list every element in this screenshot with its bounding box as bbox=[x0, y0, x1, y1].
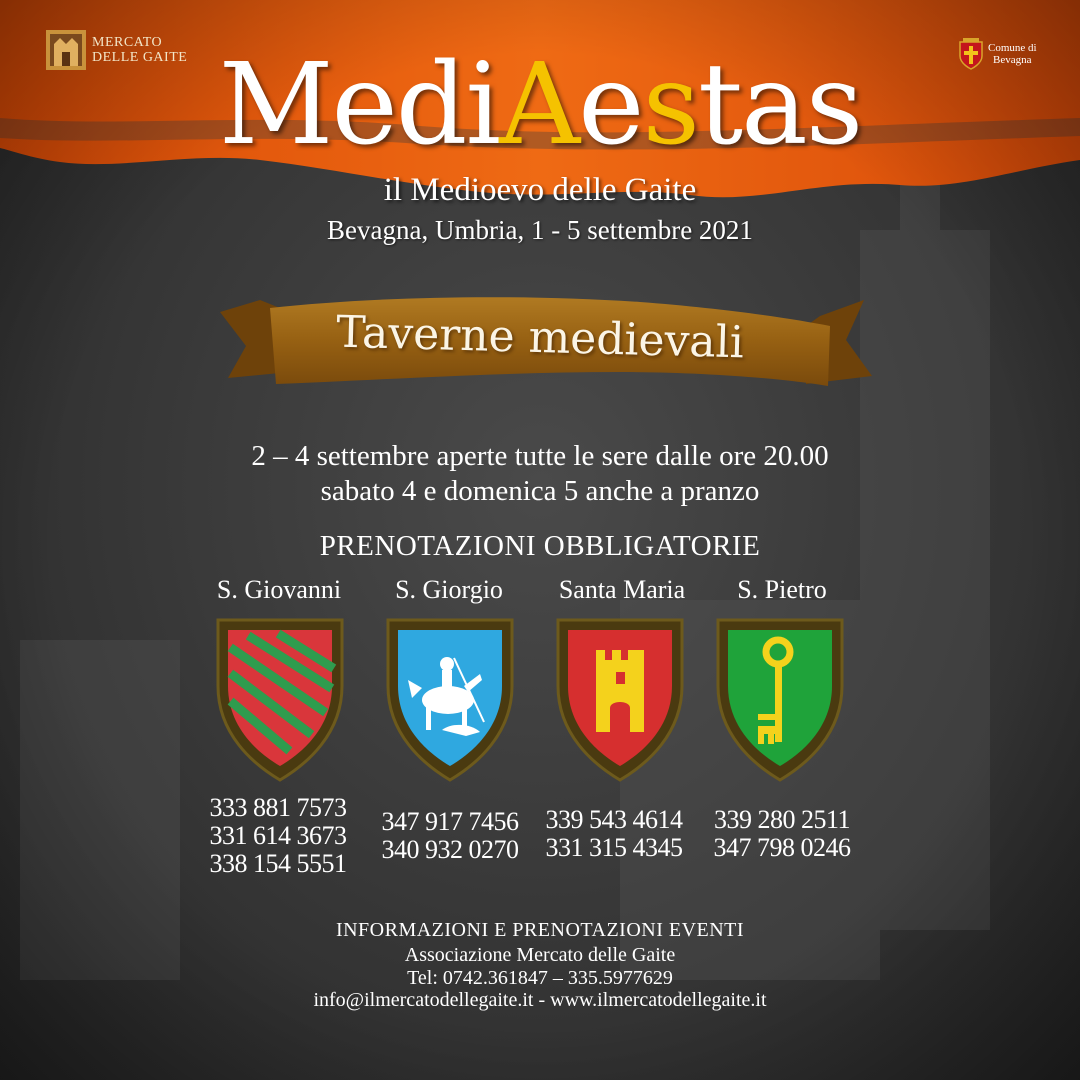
phones-s-giorgio bbox=[360, 808, 540, 864]
phones-santa-maria bbox=[524, 806, 704, 862]
footer-contacts[interactable]: info@ilmercatodellegaite.it - www.ilmercatodellegaite.it bbox=[313, 989, 767, 1011]
footer-telephone: Tel: 0742.361847 – 335.5977629 bbox=[407, 967, 673, 989]
title-letter-s: s bbox=[642, 40, 698, 170]
phone-number: 331 315 4345 bbox=[545, 833, 683, 862]
page-title bbox=[0, 40, 1080, 170]
footer-heading: INFORMAZIONI E PRENOTAZIONI EVENTI bbox=[335, 919, 745, 941]
tavern-name-s-pietro: S. Pietro bbox=[737, 575, 827, 604]
tavern-name-santa-maria: Santa Maria bbox=[558, 575, 686, 604]
footer-organization: Associazione Mercato delle Gaite bbox=[404, 944, 676, 966]
phone-number: 339 280 2511 bbox=[713, 805, 851, 834]
phones-s-giovanni bbox=[188, 794, 368, 878]
tavern-name-s-giovanni: S. Giovanni bbox=[216, 575, 342, 604]
phone-number: 338 154 5551 bbox=[209, 849, 347, 878]
logo-right-line1: Comune di bbox=[988, 42, 1037, 54]
yellow-key-shield-icon bbox=[712, 614, 848, 784]
phone-number: 347 798 0246 bbox=[713, 833, 851, 862]
phones-s-pietro bbox=[692, 806, 872, 862]
booking-heading: PRENOTAZIONI OBBLIGATORIE bbox=[319, 530, 761, 562]
phone-number: 339 543 4614 bbox=[545, 805, 683, 834]
schedule-line2: sabato 4 e domenica 5 anche a pranzo bbox=[320, 475, 760, 507]
ribbon-heading: Taverne medievali bbox=[335, 306, 745, 369]
title-part3: tas bbox=[697, 40, 862, 170]
st-george-horseman-shield-icon bbox=[382, 614, 518, 784]
title-part2: e bbox=[578, 40, 643, 170]
green-crosses-on-red-shield-icon bbox=[212, 614, 348, 784]
yellow-tower-shield-icon bbox=[552, 614, 688, 784]
phone-number: 331 614 3673 bbox=[209, 821, 347, 850]
subtitle: il Medioevo delle Gaite bbox=[383, 172, 697, 208]
phone-number: 340 932 0270 bbox=[381, 835, 519, 864]
event-dates: Bevagna, Umbria, 1 - 5 settembre 2021 bbox=[327, 215, 753, 245]
phone-number: 347 917 7456 bbox=[381, 807, 519, 836]
logo-left-line2: DELLE GAITE bbox=[92, 50, 188, 65]
phone-number: 333 881 7573 bbox=[209, 793, 347, 822]
logo-right-line2: Bevagna bbox=[993, 54, 1032, 66]
schedule-line1: 2 – 4 settembre aperte tutte le sere dalle ore 20.00 bbox=[251, 440, 829, 472]
title-part1: Medi bbox=[218, 40, 500, 170]
title-letter-a: A bbox=[499, 40, 579, 170]
tavern-name-s-giorgio: S. Giorgio bbox=[395, 575, 503, 604]
logo-left-line1: MERCATO bbox=[92, 35, 163, 50]
